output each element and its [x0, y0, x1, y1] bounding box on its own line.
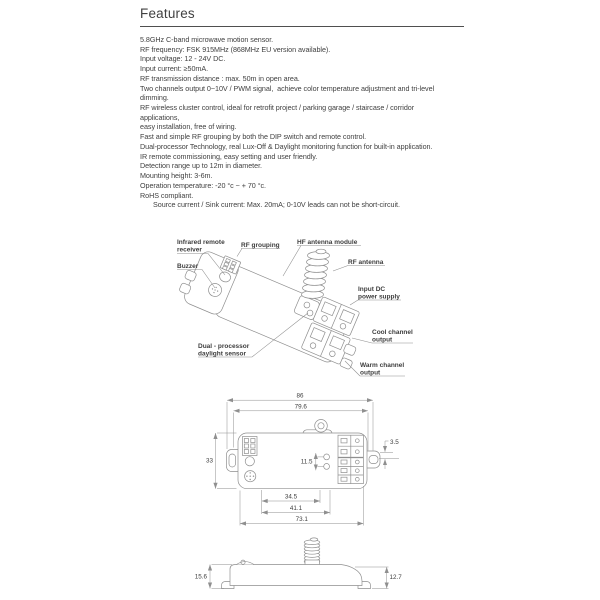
- dim-body-height: 33: [205, 457, 213, 465]
- dim-hole-pitch: 11.5: [300, 458, 313, 466]
- feature-line: RF transmission distance : max. 50m in open area.: [140, 73, 300, 83]
- dim-overall-width: 86: [296, 392, 304, 400]
- callout-infrared-remote-receiver-2: receiver: [177, 246, 202, 254]
- feature-line: Dual-processor Technology, real Lux-Off & Daylight monitoring function for built-in application.: [140, 141, 433, 151]
- feature-line: Fast and simple RF grouping by both the DIP switch and remote control.: [140, 132, 367, 142]
- dim-inner-width: 79.6: [294, 403, 307, 411]
- dim-span-b: 41.1: [289, 505, 303, 512]
- callout-warm-channel: Warm channel: [360, 362, 405, 369]
- callout-warm-channel-2: output: [360, 369, 381, 377]
- dim-side-right-height: 12.7: [389, 574, 402, 581]
- callout-input-dc: Input DC: [358, 286, 386, 293]
- callout-rf-grouping: RF grouping: [241, 242, 280, 249]
- dim-tab-offset: 3.5: [390, 439, 399, 446]
- feature-line: Input voltage: 12 - 24V DC.: [140, 54, 226, 64]
- callout-rf-antenna: RF antenna: [348, 259, 384, 266]
- feature-line: RF wireless cluster control, ideal for retrofit project / parking garage / staircase / corridor: [140, 103, 415, 113]
- side-view-body: [230, 565, 362, 586]
- feature-line: Input current: ≥50mA.: [140, 64, 209, 74]
- callout-infrared-remote-receiver: Infrared remote: [177, 239, 225, 246]
- top-view-drawing: [206, 393, 399, 526]
- feature-line: Detection range up to 12m in diameter.: [140, 161, 262, 171]
- callout-cool-channel-2: output: [372, 336, 393, 344]
- callout-cool-channel: Cool channel: [372, 329, 413, 336]
- dim-span-c: 73.1: [295, 516, 308, 523]
- feature-line: IR remote commissioning, easy setting and user friendly.: [140, 151, 318, 161]
- side-view-drawing: [195, 538, 403, 589]
- feature-line: RF frequency: FSK 915MHz (868MHz EU version available).: [140, 44, 331, 54]
- callout-hf-antenna-module: HF antenna module: [297, 239, 358, 246]
- feature-line: Mounting height: 3-6m.: [140, 171, 213, 181]
- callout-dual-processor-2: daylight sensor: [198, 350, 247, 358]
- top-view-buzzer: [245, 471, 256, 482]
- page-title: Features: [140, 6, 195, 21]
- feature-line: dimming.: [140, 93, 169, 103]
- feature-line: Operation temperature: -20 °c ~ + 70 °c.: [140, 180, 267, 190]
- feature-line: RoHS compliant.: [140, 190, 194, 200]
- rf-antenna-coil: [302, 249, 330, 298]
- dim-side-left-height: 15.6: [194, 573, 207, 581]
- feature-line: Source current / Sink current: Max. 20mA; 0-10V leads can not be short-circuit.: [153, 200, 400, 210]
- feature-line: Two channels output 0~10V / PWM signal, achieve color temperature adjustment and tri-level: [140, 83, 435, 93]
- dim-span-a: 34.5: [284, 493, 298, 501]
- feature-line: applications,: [140, 112, 180, 122]
- feature-line: easy installation, free of wiring.: [140, 122, 237, 132]
- callout-buzzer: Buzzer: [177, 263, 199, 270]
- callout-input-dc-2: power supply: [358, 293, 400, 301]
- callout-dual-processor: Dual - processor: [198, 343, 250, 350]
- feature-line: 5.8GHz C-band microwave motion sensor.: [140, 35, 274, 44]
- device-3d-view: [176, 239, 413, 377]
